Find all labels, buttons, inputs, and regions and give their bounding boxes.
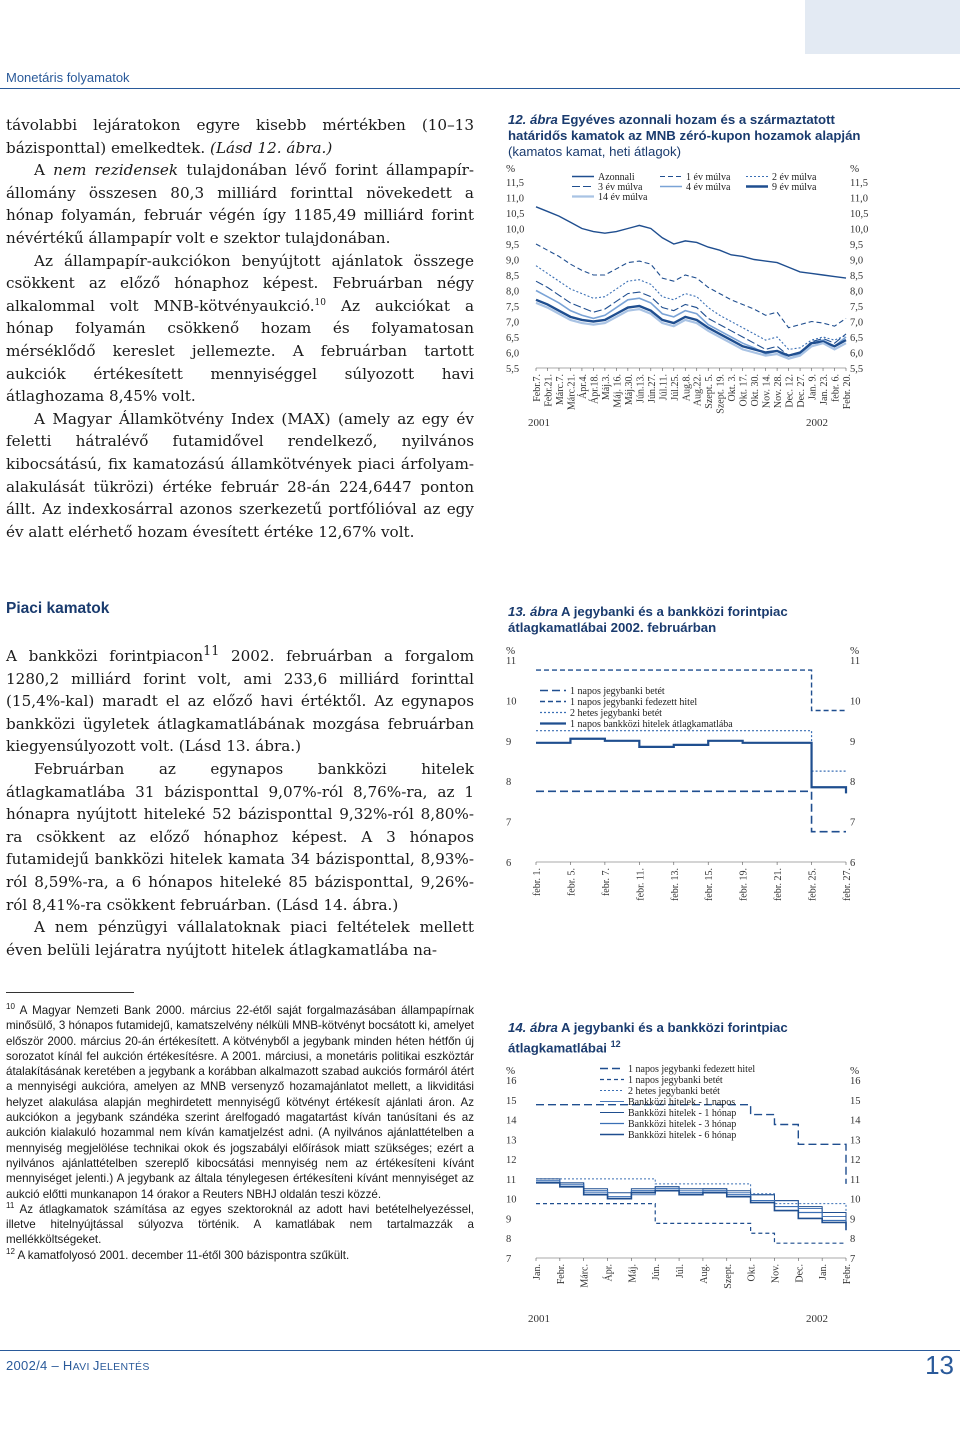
legend-label: 1 év múlva (686, 172, 731, 183)
y-tick-label-right: 5,5 (850, 364, 864, 375)
series-line-1-napos-jegybanki-bet-t (536, 1204, 846, 1244)
x-tick-label: Jan. 9. (807, 374, 819, 400)
footnote-rule (6, 992, 134, 993)
y-tick-label-right: 8 (850, 1234, 856, 1246)
y-tick-label-left: 7 (506, 817, 512, 829)
legend-label: 4 év múlva (686, 182, 731, 193)
series-line-2-hetes-jegybanki-bet-t (536, 731, 846, 771)
x-tick-label: febr. 11. (635, 868, 647, 901)
x-tick-label: Jún.13. (635, 374, 647, 403)
paragraph-1: távolabbi lejáratokon egyre kisebb mértékben (10–13 bázisponttal) emelkedtek. (Lásd 12. ábra.) (6, 116, 474, 157)
series-line-9-v-m-lva (536, 300, 846, 356)
x-tick-label: Nov. 28. (773, 374, 785, 409)
y-tick-label-right: 6,0 (850, 348, 864, 360)
y-tick-label-right: 7 (850, 1254, 856, 1265)
x-tick-label: Febr.7. (532, 374, 543, 402)
x-tick-label: Nov. 14. (761, 374, 773, 409)
y-tick-label-right: 7 (850, 817, 856, 829)
y-tick-label-left: 5,5 (506, 364, 520, 375)
x-tick-label: Márc.7. (554, 374, 566, 406)
year-label: 2002 (806, 1313, 828, 1325)
y-unit-right: % (850, 1065, 860, 1077)
x-tick-label: Febr. 20. (842, 374, 853, 410)
body-column-left-2 (6, 640, 474, 961)
paragraph-7: A nem pénzügyi vállalatoknak piaci feltételek mellett éven belüli lejáratra nyújtott hitelek átlagkamatlába na- (6, 918, 474, 959)
figure-14-chart (500, 1056, 880, 1336)
x-tick-label: Febr. (555, 1264, 567, 1285)
figure-reference: (Lásd 14. ábra.) (276, 895, 399, 914)
x-tick-label: Okt. (746, 1264, 758, 1282)
x-tick-label: febr. 25. (807, 868, 819, 902)
y-tick-label-right: 8,0 (850, 286, 864, 298)
y-tick-label-left: 8,5 (506, 271, 520, 282)
y-tick-label-left: 7,5 (506, 302, 520, 313)
y-tick-label-right: 9 (850, 736, 856, 748)
legend-label: Bankközi hitelek - 1 napos (628, 1097, 736, 1108)
x-tick-label: Ápr. (603, 1264, 615, 1282)
x-tick-label: Máj.30. (623, 374, 635, 406)
y-tick-label-right: 7,0 (850, 317, 864, 329)
legend-label: 1 napos jegybanki fedezett hitel (628, 1064, 756, 1075)
running-section-title: Monetáris folyamatok (6, 70, 130, 85)
x-tick-label: febr. 15. (704, 868, 716, 902)
x-tick-label: Júl.11. (658, 374, 670, 401)
y-unit-right: % (850, 163, 860, 175)
x-tick-label: Dec. 27. (796, 374, 808, 408)
series-line-azonnali (536, 207, 846, 278)
footer-rule (0, 1350, 960, 1351)
series-line-2-v-m-lva (536, 266, 846, 350)
x-tick-label: Szept. 19. (715, 374, 727, 414)
footer-journal: 2002/4 – HAVI JELENTÉS (6, 1358, 150, 1373)
x-tick-label: Ápr.18. (589, 374, 601, 404)
legend-label: 1 napos bankközi hitelek átlagkamatlába (570, 719, 733, 730)
x-tick-label: febr. 5. (566, 868, 578, 897)
series-line-14-v-m-lva (536, 303, 846, 359)
y-tick-label-left: 11 (506, 1174, 517, 1186)
paragraph-3: Az állampapír-aukciókon benyújtott ajánlatok összege csökkent az előző hónaphoz képest. Februárban négy alkalommal volt MNB-kötvényaukció.$^{10}$ Az aukciókat a hónap folyamán csökkenő hozam és folyamatosan mérséklődő kereslet jellemezte. A februárban tartott aukciók értékesített mennyiséggel súlyozott havi átlaghozama 8,45% volt. (6, 251, 474, 406)
x-tick-label: febr. 7. (600, 868, 612, 897)
y-tick-label-right: 15 (850, 1095, 861, 1107)
y-unit-left: % (506, 645, 516, 657)
y-tick-label-left: 13 (506, 1135, 517, 1147)
x-tick-label: febr. 1. (532, 868, 543, 897)
x-tick-label: Febr.21. (543, 374, 555, 407)
y-unit-left: % (506, 163, 516, 175)
x-tick-label: Júl.25. (669, 374, 681, 401)
footnote-ref-11: 11 (203, 643, 220, 658)
legend-label: 9 év múlva (772, 182, 817, 193)
footnote-10: $^{10}$ A Magyar Nemzeti Bank 2000. március 22-étől saját forgalmazásában állampapírnak minősülő, 3 hónapos futamidejű, kamatszelvény nélküli MNB-kötvényt bocsátott ki, amelyet először 2000. március 20-án értékesített. A kötvényből a jegybank minden héten hétfőn új sorozatot kínál fel aukción értékesítésre. A 2001. márciusi, a monetáris politikai eszköztár átalakításának keretében a jegybank a korábban alkalmazott szabad aukciós formáról átért a mennyiségi aukcióra, amelyen az MNB versenyző hozamajánlatot mellett, a likviditási helyzet alakulása alapján meghirdetett mennyiségű kötvényt értékesít ajánlati áron. Az aukciókon a jegybank szándéka szerint árelfogadó magatartást kíván tanúsítani és az aukción kialakuló hozammal nem kíván kamatjelzést adni. (A nyilvános ajánlattételben a mennyiség megjelölése technikai okok és jogszabályi előírások miatt szükséges; ezért a nyilvános ajánlattételben szereplő kibocsátási mennyiség nem az értékesíteni kívánt mennyiséget jelenti.) A jegybank az általa ténylegesen értékesíteni kívánt mennyiséget az aukció előtti munkanapon 14 órakor a Reuters NBHJ oldalán teszi közzé. (6, 1002, 474, 1201)
y-tick-label-left: 9 (506, 736, 512, 748)
legend-label: 1 napos jegybanki betét (628, 1075, 723, 1086)
y-tick-label-left: 10 (506, 696, 517, 708)
header-tab (805, 0, 960, 54)
x-tick-label: Máj. 16. (612, 374, 624, 408)
y-unit-right: % (850, 645, 860, 657)
x-tick-label: Szept. (722, 1264, 734, 1289)
y-tick-label-left: 6 (506, 858, 512, 869)
y-tick-label-right: 9,5 (850, 240, 864, 251)
y-tick-label-right: 9 (850, 1214, 856, 1226)
y-tick-label-left: 7,0 (506, 317, 520, 329)
figure-12-title: 12. ábra Egyéves azonnali hozam és a származtatott határidős kamatok az MNB zéró-kupon hozamok alapján (kamatos kamat, heti átlagok) (508, 112, 861, 159)
y-tick-label-left: 9 (506, 1214, 512, 1226)
x-tick-label: Júl. (675, 1264, 687, 1279)
footnote-12: $^{12}$ A kamatfolyosó 2001. december 11-étől 300 bázispontra szűkült. (6, 1246, 350, 1262)
x-tick-label: Ápr.4. (577, 374, 589, 399)
legend-label: 1 napos jegybanki betét (570, 686, 665, 697)
y-tick-label-left: 6,5 (506, 333, 520, 344)
x-tick-label: febr. 21. (773, 868, 785, 902)
figure-14-title: 14. ábra A jegybanki és a bankközi forintpiac átlagkamatlábai $^{12}$ (508, 1020, 788, 1056)
y-tick-label-right: 10,5 (850, 209, 869, 220)
series-line-1-napos-jegybanki-bet-t (536, 791, 846, 831)
x-tick-label: febr. 19. (738, 868, 750, 902)
x-tick-label: Okt. 30. (750, 374, 762, 407)
x-tick-label: Aug. (698, 1264, 710, 1284)
x-tick-label: febr. 13. (669, 868, 681, 902)
x-tick-label: Dec. (794, 1264, 806, 1283)
y-tick-label-right: 11 (850, 1174, 861, 1186)
year-label: 2001 (528, 1313, 550, 1325)
x-tick-label: Jún. (651, 1264, 663, 1281)
x-tick-label: Jan. 23. (819, 374, 831, 405)
y-tick-label-right: 11,0 (850, 193, 868, 205)
figure-13-chart (500, 632, 880, 922)
y-tick-label-right: 10,0 (850, 224, 869, 236)
x-tick-label: Máj.3. (600, 374, 612, 401)
x-tick-label: Jún.27. (646, 374, 658, 403)
footnote-11: $^{11}$ Az átlagkamatok számítása az egyes szektoroknál az adott havi betételhelyezéssel, illetve hitelnyújtással súlyozva történik. A kamatlábak nem tartalmazzák a mellékköltségeket. (6, 1201, 474, 1247)
figure-reference: (Lásd 13. ábra.) (178, 737, 302, 756)
y-tick-label-right: 8,5 (850, 271, 864, 282)
paragraph-6: Februárban az egynapos bankközi hitelek átlagkamatlába 31 bázisponttal 9,07%-ról 8,76%-ra, az 1 hónapra nyújtott hiteleké 52 bázisponttal 9,32%-ról 8,80%-ra csökkent az előző hónaphoz képest. A 3 hónapos futamidejű bankközi hitelek kamata 34 bázisponttal, 8,93%-ról 8,59%-ra, a 6 hónapos hiteleké 85 bázisponttal, 9,26%-ról 8,41%-ra csökkent februárban. (Lásd 14. ábra.) (6, 760, 474, 914)
year-label: 2002 (806, 417, 828, 429)
paragraph-4: A Magyar Államkötvény Index (MAX) (amely az egy év feletti hátralévő futamidővel rendelkező, nyilvános kibocsátású, fix kamatozású államkötvények piaci árfolyam-alakulását tükrözi) értéke február 28-án 224,6447 ponton állt. Az indexkosárral azonos szerkezetű portfólióval az egy év alatt elérhető hozam évesített értéke 12,67% volt. (6, 409, 474, 541)
y-tick-label-left: 10 (506, 1194, 517, 1206)
y-tick-label-left: 11 (506, 656, 517, 667)
y-tick-label-left: 8 (506, 1234, 512, 1246)
x-tick-label: Jan. (818, 1264, 830, 1280)
x-tick-label: Nov. (770, 1264, 782, 1284)
y-tick-label-right: 14 (850, 1115, 861, 1127)
y-tick-label-right: 16 (850, 1076, 861, 1087)
y-tick-label-right: 10 (850, 696, 861, 708)
x-tick-label: Aug.22. (692, 374, 704, 407)
y-tick-label-left: 12 (506, 1155, 517, 1167)
x-tick-label: Márc.21. (566, 374, 578, 411)
x-tick-label: Dec. 12. (784, 374, 796, 408)
legend-label: 1 napos jegybanki fedezett hitel (570, 697, 698, 708)
y-tick-label-left: 16 (506, 1076, 517, 1087)
y-tick-label-left: 9,5 (506, 240, 520, 251)
y-tick-label-right: 13 (850, 1135, 861, 1147)
legend-label: 2 hetes jegybanki betét (628, 1086, 720, 1097)
y-tick-label-right: 10 (850, 1194, 861, 1206)
legend-label: Bankközi hitelek - 3 hónap (628, 1119, 737, 1130)
footnote-ref-10: 10 (314, 297, 326, 308)
header-rule (0, 88, 960, 89)
year-label: 2001 (528, 417, 550, 429)
paragraph-5: A bankközi forintpiacon$^{11}$ 2002. februárban a forgalom 1280,2 milliárd forint volt, ami 233,6 milliárd forinttal (15,4%-kal) maradt el az előző havi értéktől. Az egynapos bankközi ügyletek átlagkamatlábának mozgása februárban kiegyensúlyozott volt. (Lásd 13. ábra.) (6, 643, 474, 756)
page-header (0, 0, 960, 84)
series-line-1-napos-bankk-zi-hitelek-tlagkamatl-ba (536, 739, 846, 794)
y-tick-label-left: 7 (506, 1254, 512, 1265)
legend-label: 2 hetes jegybanki betét (570, 708, 662, 719)
x-tick-label: Szept. 5. (704, 374, 716, 409)
y-tick-label-right: 7,5 (850, 302, 864, 313)
y-tick-label-left: 8,0 (506, 286, 520, 298)
figure-12-chart (500, 158, 880, 458)
paragraph-2: A nem rezidensek tulajdonában lévő forint állampapír-állomány összesen 80,3 milliárd forinttal növekedett a hónap folyamán, február végén így 1185,49 milliárd forint névértékű állampapír volt e szektor tulajdonában. (6, 161, 474, 247)
x-tick-label: Okt. 3. (727, 374, 739, 402)
x-tick-label: Máj. (627, 1264, 639, 1283)
y-tick-label-left: 15 (506, 1095, 517, 1107)
y-tick-label-right: 11,5 (850, 178, 868, 189)
y-tick-label-left: 6,0 (506, 348, 520, 360)
legend-label: 2 év múlva (772, 172, 817, 183)
legend-label: Bankközi hitelek - 1 hónap (628, 1108, 737, 1119)
x-tick-label: Okt. 17. (738, 374, 750, 407)
y-tick-label-right: 6,5 (850, 333, 864, 344)
y-tick-label-left: 14 (506, 1115, 517, 1127)
x-tick-label: Márc. (579, 1264, 591, 1288)
y-tick-label-right: 6 (850, 858, 856, 869)
figure-13-title: 13. ábra A jegybanki és a bankközi forintpiac átlagkamatlábai 2002. februárban (508, 604, 788, 635)
y-tick-label-left: 10,0 (506, 224, 525, 236)
legend-label: Bankközi hitelek - 6 hónap (628, 1130, 737, 1141)
y-tick-label-right: 11 (850, 656, 861, 667)
page-number: 13 (925, 1350, 954, 1380)
y-unit-left: % (506, 1065, 516, 1077)
legend-label: Azonnali (598, 172, 635, 183)
y-tick-label-left: 11,0 (506, 193, 524, 205)
footnotes (6, 1003, 474, 1263)
x-tick-label: Jan. (532, 1264, 543, 1280)
y-tick-label-right: 8 (850, 777, 856, 789)
y-tick-label-left: 11,5 (506, 178, 524, 189)
y-tick-label-left: 10,5 (506, 209, 525, 220)
body-column-left (6, 114, 474, 543)
y-tick-label-right: 9,0 (850, 255, 864, 267)
figure-reference: (Lásd 12. ábra.) (210, 138, 333, 157)
legend-label: 14 év múlva (598, 192, 648, 203)
x-tick-label: Febr. (842, 1264, 853, 1285)
y-tick-label-left: 8 (506, 777, 512, 789)
section-heading: Piaci kamatok (6, 600, 110, 617)
y-tick-label-left: 9,0 (506, 255, 520, 267)
y-tick-label-right: 12 (850, 1155, 861, 1167)
legend-label: 3 év múlva (598, 182, 643, 193)
x-tick-label: Aug.8. (681, 374, 693, 402)
x-tick-label: febr. 6. (830, 374, 842, 403)
x-tick-label: febr. 27. (842, 868, 853, 902)
